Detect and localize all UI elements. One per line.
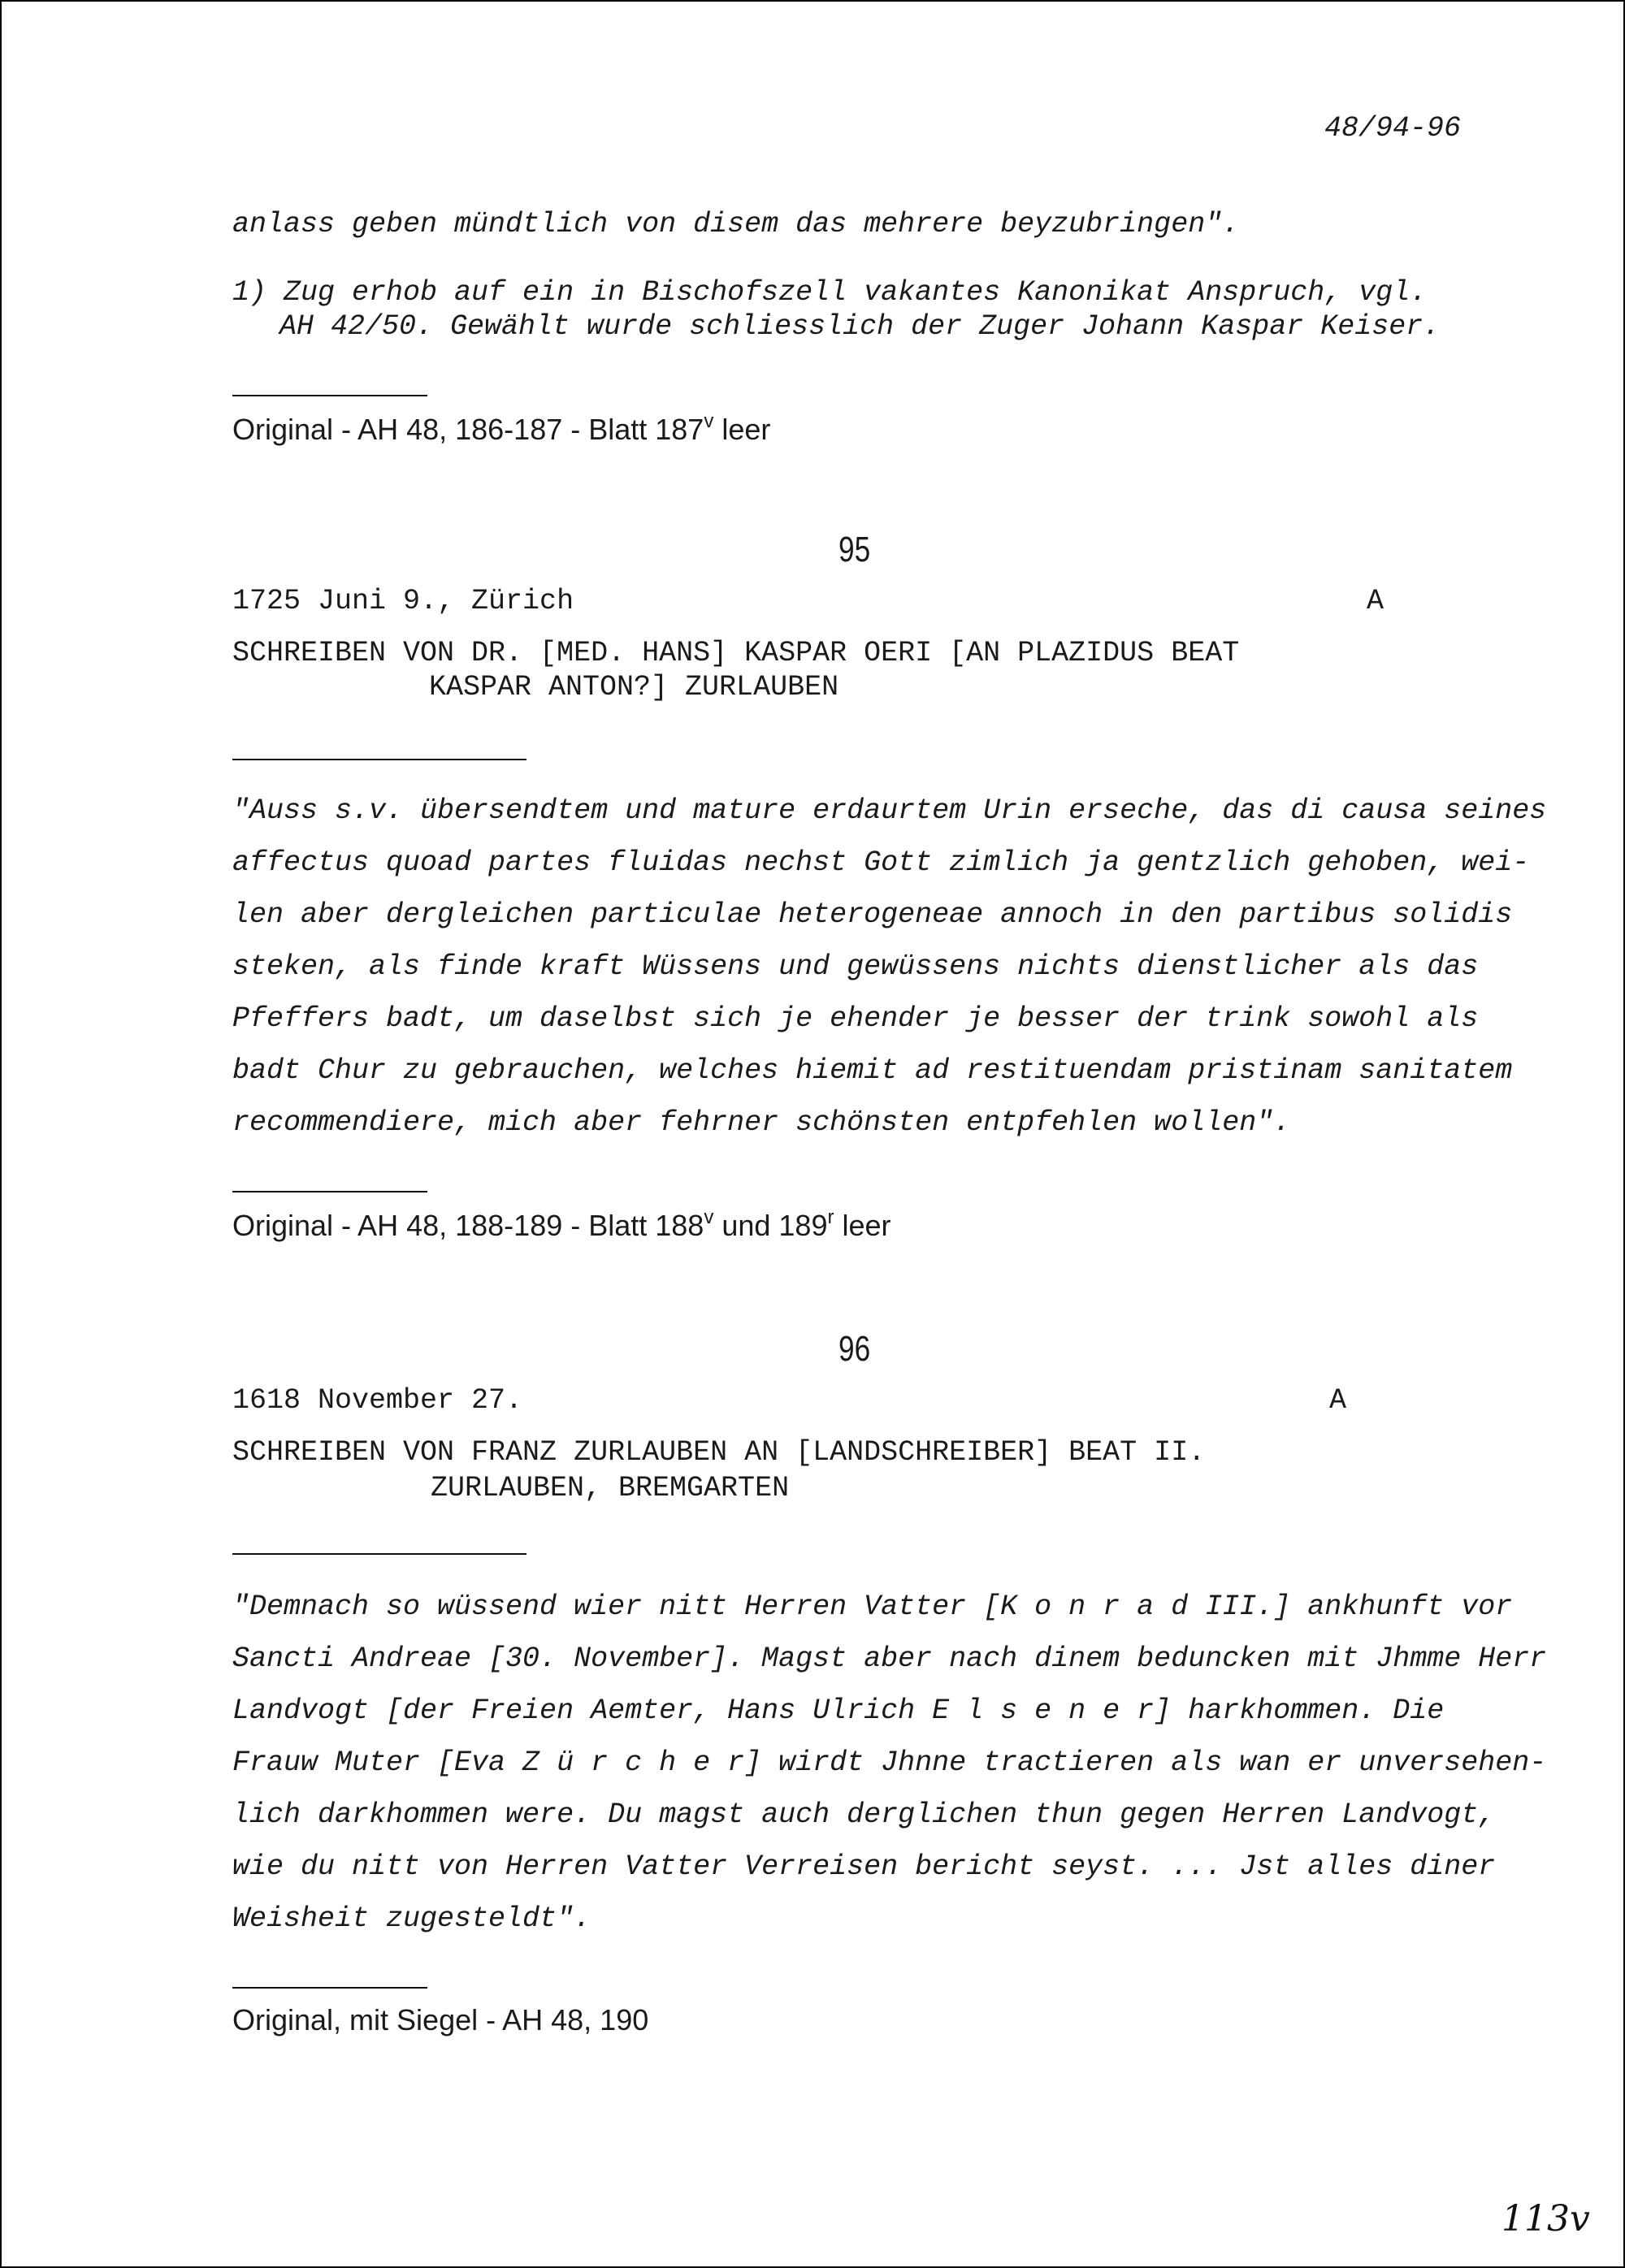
quote-95-line: len aber dergleichen particulae heterogeneae annoch in den partibus solidis	[232, 898, 1513, 931]
quote-95-line: affectus quoad partes fluidas nechst Gott zimlich ja gentzlich gehoben, wei-	[232, 846, 1530, 879]
handwritten-folio-mark: 113v	[1502, 2198, 1590, 2240]
original-reference-96: Original, mit Siegel - AH 48, 190	[232, 2003, 649, 2036]
document-date-95: 1725 Juni 9., Zürich	[232, 585, 574, 617]
original-reference-94: Original - AH 48, 186-187 - Blatt 187$^v$ leer	[232, 410, 771, 446]
separator-rule	[232, 1987, 427, 1989]
quote-96-line: Frauw Muter [Eva Z ü r c h e r] wirdt Jhnne tractieren als wan er unversehen-	[232, 1746, 1547, 1779]
document-number-95: 95	[838, 530, 871, 569]
document-mark-95: A	[1367, 585, 1384, 617]
quote-96-line: wie du nitt von Herren Vatter Verreisen bericht seyst. ... Jst alles diner	[232, 1850, 1496, 1883]
document-title-96-line-1: SCHREIBEN VON FRANZ ZURLAUBEN AN [LANDSCHREIBER] BEAT II.	[232, 1436, 1206, 1469]
footnote-line-1: 1) Zug erhob auf ein in Bischofszell vakantes Kanonikat Anspruch, vgl.	[232, 276, 1428, 309]
page-number: 48/94-96	[1324, 112, 1462, 145]
quote-96-line: Sancti Andreae [30. November]. Magst aber nach dinem beduncken mit Jhmme Herr	[232, 1643, 1547, 1675]
separator-rule	[232, 1191, 427, 1192]
footnote-line-2: AH 42/50. Gewählt wurde schliesslich der Zuger Johann Kaspar Keiser.	[280, 310, 1441, 343]
document-title-96-line-2: ZURLAUBEN, BREMGARTEN	[431, 1472, 790, 1504]
document-date-96: 1618 November 27.	[232, 1384, 523, 1417]
quote-95-line: Pfeffers badt, um daselbst sich je ehender je besser der trink sowohl als	[232, 1002, 1479, 1035]
quote-96-line: Landvogt [der Freien Aemter, Hans Ulrich E l s e n e r] harkhommen. Die	[232, 1695, 1445, 1727]
document-number-96: 96	[838, 1329, 871, 1369]
quote-96-line: Weisheit zugesteldt".	[232, 1902, 592, 1935]
document-mark-96: A	[1329, 1384, 1347, 1417]
quote-95-line: recommendiere, mich aber fehrner schönsten entpfehlen wollen".	[232, 1106, 1291, 1139]
original-reference-95: Original - AH 48, 188-189 - Blatt 188$^v$ und 189$^r$ leer	[232, 1206, 891, 1242]
quote-95-line: "Auss s.v. übersendtem und mature erdaurtem Urin erseche, das di causa seines	[232, 794, 1547, 827]
quote-96-line: lich darkhommen were. Du magst auch derglichen thun gegen Herren Landvogt,	[232, 1798, 1496, 1831]
separator-rule	[232, 759, 526, 760]
document-title-95-line-1: SCHREIBEN VON DR. [MED. HANS] KASPAR OERI [AN PLAZIDUS BEAT	[232, 637, 1240, 669]
separator-rule	[232, 395, 427, 396]
quote-96-line: "Demnach so wüssend wier nitt Herren Vatter [K o n r a d III.] ankhunft vor	[232, 1591, 1513, 1623]
separator-rule	[232, 1553, 526, 1555]
quote-95-line: steken, als finde kraft Wüssens und gewüssens nichts dienstlicher als das	[232, 950, 1479, 983]
document-title-95-line-2: KASPAR ANTON?] ZURLAUBEN	[429, 671, 839, 703]
quote-95-line: badt Chur zu gebrauchen, welches hiemit ad restituendam pristinam sanitatem	[232, 1054, 1513, 1087]
previous-closing-line: anlass geben mündtlich von disem das mehrere beyzubringen".	[232, 208, 1240, 240]
